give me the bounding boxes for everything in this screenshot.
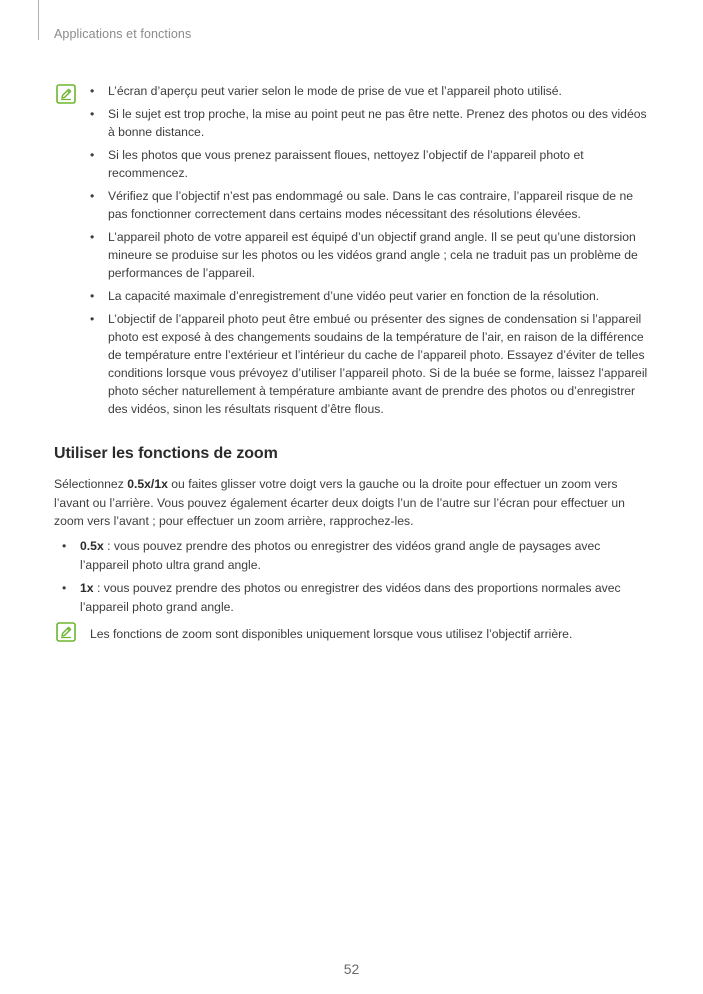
- camera-notes-list: [90, 82, 650, 423]
- list-item: • Si le sujet est trop proche, la mise au point peut ne pas être nette. Prenez des photos ou des vidéos à bonne distance.: [90, 105, 650, 141]
- intro-suffix: ou faites glisser votre doigt vers la gauche ou la droite pour effectuer un zoom vers l’avant ou l’arrière. Vous pouvez également écarter deux doigts l’un de l’autre sur l’écran pour effectuer un zoom vers l’avant ; pour effectuer un zoom arrière, rapprochez-les.: [54, 477, 625, 528]
- note-pencil-icon: [56, 84, 76, 104]
- zoom-intro-paragraph: [54, 475, 644, 531]
- list-item: • La capacité maximale d’enregistrement d’une vidéo peut varier en fonction de la résolution.: [90, 287, 650, 305]
- list-item: • Vérifiez que l’objectif n’est pas endommagé ou sale. Dans le cas contraire, l’appareil risque de ne pas fonctionner correctement dans certains modes nécessitant des résolutions élevées.: [90, 187, 650, 223]
- section-title: Utiliser les fonctions de zoom: [54, 445, 278, 462]
- slash: /: [150, 477, 155, 491]
- zoom-option-label: 1x: [80, 581, 94, 595]
- zoom-note: Les fonctions de zoom sont disponibles uniquement lorsque vous utilisez l’objectif arrière.: [90, 627, 573, 641]
- page-number: 52: [343, 961, 360, 977]
- list-item: [62, 537, 642, 574]
- running-header: Applications et fonctions: [54, 27, 192, 41]
- zoom-options-list: [62, 537, 642, 621]
- zoom-option-label: 0.5x: [80, 539, 104, 553]
- list-item: [62, 579, 642, 616]
- zoom-option-text: : vous pouvez prendre des photos ou enregistrer des vidéos dans des proportions normales avec l’appareil photo grand angle.: [80, 581, 621, 614]
- list-item: • L’appareil photo de votre appareil est équipé d’un objectif grand angle. Il se peut qu’une distorsion mineure se produise sur les photos ou les vidéos grand angle ; cela ne traduit pas un problème de performances de l’appareil.: [90, 228, 650, 282]
- list-item: • L’écran d’aperçu peut varier selon le mode de prise de vue et l’appareil photo utilisé.: [90, 82, 650, 100]
- zoom-option-text: : vous pouvez prendre des photos ou enregistrer des vidéos grand angle de paysages avec l’appareil photo ultra grand angle.: [80, 539, 601, 572]
- margin-rule: [38, 0, 39, 40]
- zoom-option-label: 1x: [154, 477, 168, 491]
- zoom-option-label: 0.5x: [127, 477, 151, 491]
- list-item: • L’objectif de l’appareil photo peut être embué ou présenter des signes de condensation si l’appareil photo est exposé à des changements soudains de la température de l’air, en raison de la différence de température entre l’extérieur et l’intérieur du cache de l’appareil photo. Essayez d’éviter de telles conditions lorsque vous prévoyez d’utiliser l’appareil photo. Si de la buée se forme, laissez l’appareil photo sécher naturellement à température ambiante avant de prendre des photos ou d’enregistrer des vidéos, sinon les résultats risquent d’être flous.: [90, 310, 650, 418]
- list-item: • Si les photos que vous prenez paraissent floues, nettoyez l’objectif de l’appareil photo et recommencez.: [90, 146, 650, 182]
- note-pencil-icon: [56, 622, 76, 642]
- intro-prefix: Sélectionnez: [54, 477, 128, 491]
